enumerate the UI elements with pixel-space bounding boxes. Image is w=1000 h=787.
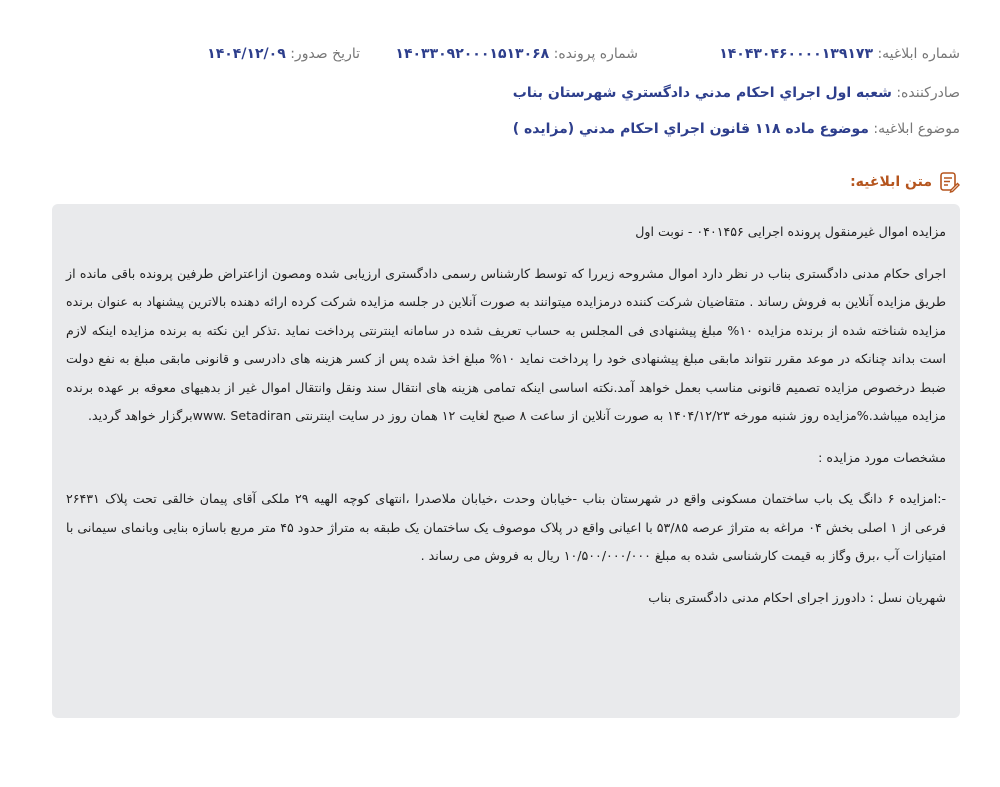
section-title-text: متن ابلاغیه: [850,174,932,190]
file-number [395,46,638,62]
signature-line: شهریان نسل : دادورز اجرای احکام مدنی دادگستری بناب [648,589,946,605]
notice-number-value: ۱۴۰۴۳۰۴۶۰۰۰۰۱۳۹۱۷۳ [719,46,873,62]
subject-value: موضوع ماده ۱۱۸ قانون اجراي احكام مدني (مزایده ) [512,121,869,137]
auction-heading: مزایده اموال غیرمنقول پرونده اجرایی ۰۴۰۱۴۵۶ - نوبت اول [635,224,946,239]
notice-number [719,46,960,62]
issuer-label: صادرکننده: [896,85,960,101]
issuer-value: شعبه اول اجراي احكام مدني دادگستري شهرستان بناب [512,85,892,101]
issue-date-value: ۱۴۰۴/۱۲/۰۹ [207,46,286,62]
spec-heading: مشخصات مورد مزایده : [818,449,946,465]
issue-date [207,46,360,62]
document-edit-icon [938,171,960,193]
auction-paragraph: اجرای حکام مدنی دادگستری بناب در نظر دارد اموال مشروحه زیررا که توسط کارشناس رسمی دادگستری ارزیابی شده ومصون ازاعتراض طرفین پرونده باقی مانده از طریق مزایده آنلاین به فروش رساند . متقاضیان شرکت کننده درمزایده میتوانند به صورت آنلاین در جلسه مزایده شرکت کرده ارائه دهنده بالاترین پیشنهاد به عنوان برنده مزایده شناخته شده از برنده مزایده ۱۰% مبلغ پیشنهادی فی المجلس به حساب تعریف شده در سامانه اینترنتی پرداخت نماید .تذکر این نکته به برنده مزایده اینکه لازم است بداند چنانکه در موعد مقرر نتواند مابقی مبلغ پیشنهادی خود را پرداخت نماید ۱۰% مبلغ اخذ شده پس از کسر هزینه های دادرسی و قانونی مابقی مبلغ به نفع دولت ضبط درخصوص مزایده تصمیم قانونی مناسب بعمل خواهد آمد.نکته اساسی اینکه تمامی هزینه های انتقال سند ونقل وانتقال اموال غیر از بدهیهای معوقه بر عهده برنده مزایده میباشد.%مزایده روز شنبه مورخه ۱۴۰۴/۱۲/۲۳ به صورت آنلاین از ساعت ۸ صبح لغایت ۱۲ همان روز در سایت اینترنتی www. Setadiranبرگزار خواهد گردید. [66,265,946,423]
notice-body [52,204,960,718]
notice-meta-row [40,46,960,70]
file-number-value: ۱۴۰۳۳۰۹۲۰۰۰۱۵۱۳۰۶۸ [395,46,550,62]
issue-date-label: تاریخ صدور: [290,46,360,62]
notice-text-section-title [850,171,960,193]
issuer-line [513,85,960,101]
subject-label: موضوع ابلاغیه: [873,121,960,137]
subject-line [513,121,960,137]
property-spec-paragraph: -:امزایده ۶ دانگ یک باب ساختمان مسکونی واقع در شهرستان بناب -خیابان وحدت ،خیابان ملاصدرا ،انتهای کوچه الهیه ۲۹ ملکی آقای پیمان خالقی تحت پلاک ۲۶۴۳۱ فرعی از ۱ اصلی بخش ۰۴ مراغه به متراژ عرصه ۵۳/۸۵ با اعیانی واقع در پلاک موصوف یک ساختمان یک طبقه به متراژ حدود ۴۵ متر مربع باسازه بنایی وبانمای سیمانی با امتیازات آب ،برق وگاز به قیمت کارشناسی شده به مبلغ ۱۰/۵۰۰/۰۰۰/۰۰۰ ریال به فروش می رساند . [66,491,947,563]
file-number-label: شماره پرونده: [553,46,638,62]
notice-number-label: شماره ابلاغیه: [877,46,960,62]
